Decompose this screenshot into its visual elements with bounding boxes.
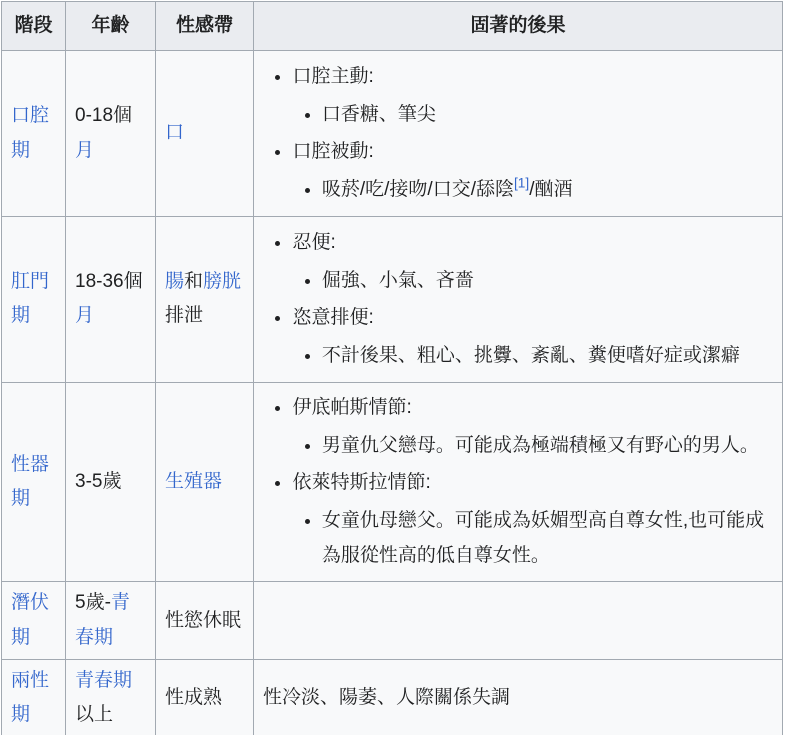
list-item-text: 男童仇父戀母。可能成為極端積極又有野心的男人。 [321,435,759,457]
list-item [292,301,773,373]
cell-age [66,216,156,382]
list-item-text: 吸菸/吃/接吻/口交/舔陰 [321,178,514,200]
list-item-text: 倔強、小氣、吝嗇 [321,269,474,291]
col-header-stage: 階段 [2,2,66,51]
zone-text: 排泄 [165,305,204,327]
genitals-link[interactable]: 生殖器 [165,470,223,492]
age-text: 18-36個 [75,271,143,293]
table-row-oral-stage [2,51,783,217]
cell-fixation [254,382,783,582]
phallic-stage-link[interactable]: 性器期 [11,453,50,509]
cell-stage [2,382,66,582]
list-item-text: /酗酒 [529,178,573,200]
reference-1-link[interactable]: [1] [514,175,530,191]
col-header-age: 年齡 [66,2,156,51]
fixation-list [292,391,773,572]
list-item [292,60,773,132]
cell-erogenous-zone [156,216,254,382]
puberty-link[interactable]: 青春期 [75,669,133,691]
list-item [322,504,773,572]
cell-fixation [254,216,783,382]
cell-fixation [254,582,783,659]
genital-stage-link[interactable]: 兩性期 [11,669,50,725]
reference-superscript [514,176,529,191]
zone-text: 性成熟 [165,686,223,708]
cell-erogenous-zone [156,659,254,735]
puberty-link[interactable]: 青春期 [75,592,130,648]
table-row-genital-stage [2,659,783,735]
zone-text: 性慾休眠 [165,609,242,631]
cell-fixation [254,659,783,735]
list-item-text: 口腔主動: [292,65,374,87]
list-item [322,429,773,463]
header-row [2,2,783,51]
psychosexual-stages-table [1,1,783,735]
fixation-list [292,226,773,373]
intestine-link[interactable]: 腸 [165,271,185,293]
bladder-link[interactable]: 膀胱 [203,271,242,293]
cell-age [66,659,156,735]
list-item-text: 口香糖、筆尖 [321,103,436,125]
list-item-text: 不計後果、粗心、挑釁、紊亂、糞便嗜好症或潔癖 [321,344,740,366]
month-link[interactable]: 月 [75,139,95,161]
list-item [322,264,773,298]
cell-age [66,51,156,217]
age-text: 以上 [75,704,114,725]
list-item-text: 依萊特斯拉情節: [292,472,431,494]
cell-age [66,382,156,582]
list-item-text: 伊底帕斯情節: [292,397,412,419]
cell-stage [2,659,66,735]
table-row-phallic-stage [2,382,783,582]
list-item [292,391,773,463]
month-link[interactable]: 月 [75,305,95,327]
col-header-fixation-consequences: 固著的後果 [254,2,783,51]
cell-stage [2,51,66,217]
list-item-text: 恣意排便: [292,306,374,328]
list-item-text: 忍便: [292,231,336,253]
list-item [322,98,773,132]
list-item [292,135,773,207]
list-item-text: 口腔被動: [292,140,374,162]
list-item [322,339,773,373]
age-text: 5歲- [75,592,111,614]
list-item-text: 女童仇母戀父。可能成為妖媚型高自尊女性,也可能成為服從性高的低自尊女性。 [321,510,765,566]
age-text: 0-18個 [75,105,133,127]
cell-erogenous-zone [156,382,254,582]
latency-stage-link[interactable]: 潛伏期 [11,592,50,648]
zone-text: 和 [184,271,204,293]
cell-stage [2,216,66,382]
age-text: 3-5歲 [75,470,122,492]
table-row-latency-stage [2,582,783,659]
oral-stage-link[interactable]: 口腔期 [11,105,50,161]
cell-fixation [254,51,783,217]
list-item [292,226,773,298]
mouth-link[interactable]: 口 [165,122,185,144]
fixation-list [292,60,773,207]
anal-stage-link[interactable]: 肛門期 [11,271,50,327]
cell-age [66,582,156,659]
table-row-anal-stage [2,216,783,382]
cell-stage [2,582,66,659]
list-item [292,466,773,572]
fixation-text: 性冷淡、陽萎、人際關係失調 [263,686,511,708]
col-header-erogenous-zone: 性感帶 [156,2,254,51]
list-item [322,173,773,207]
cell-erogenous-zone [156,51,254,217]
cell-erogenous-zone [156,582,254,659]
